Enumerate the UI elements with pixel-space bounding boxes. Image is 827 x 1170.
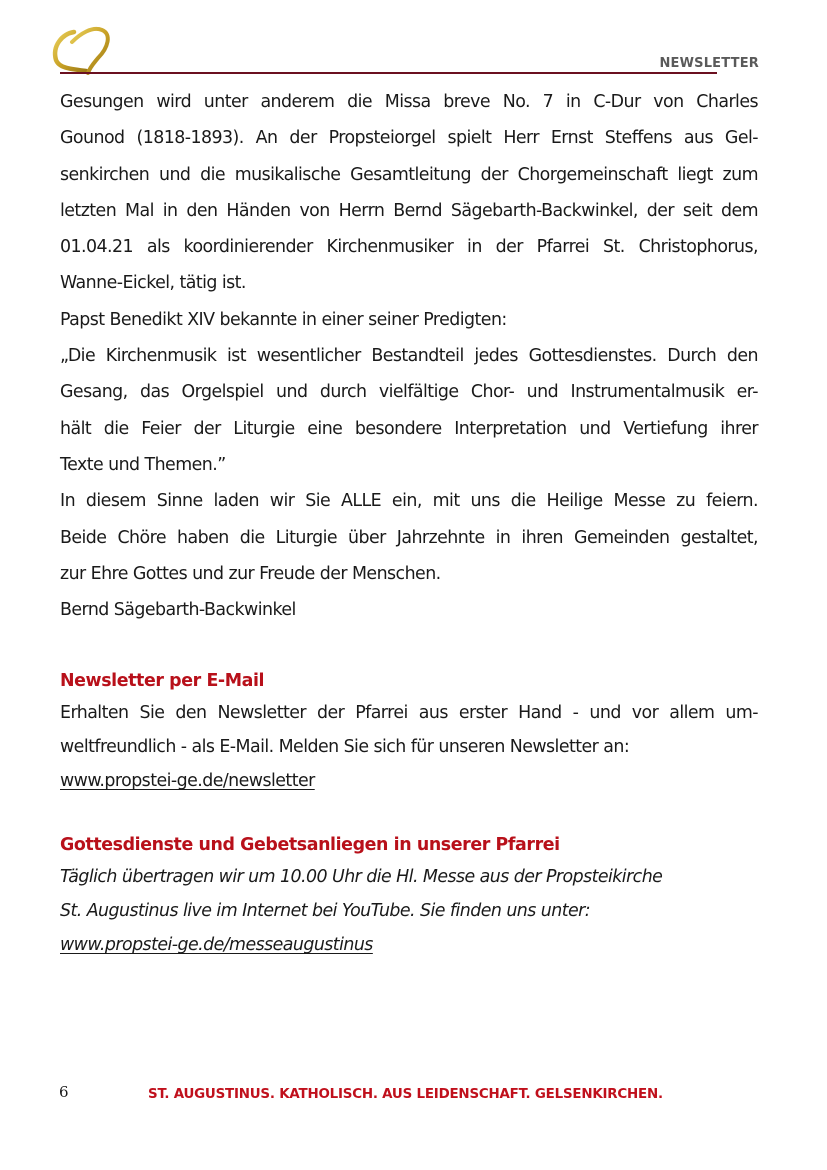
header-rule [60, 72, 717, 74]
text-line: Gounod (1818-1893). An der Propsteiorgel spielt Herr Ernst Steffens aus Gel- [60, 128, 758, 149]
article-paragraph-4 [60, 483, 758, 592]
page-number: 6 [59, 1083, 69, 1101]
section-heading: Gottesdienste und Gebetsanliegen in unserer Pfarrei [60, 835, 560, 856]
article-paragraph-2 [60, 302, 758, 338]
text-line: Täglich übertragen wir um 10.00 Uhr die Hl. Messe aus der Propsteikirche [60, 867, 663, 888]
text-line: letzten Mal in den Händen von Herrn Bernd Sägebarth-Backwinkel, der seit dem [60, 200, 758, 221]
page-content [60, 84, 758, 962]
text-line: In diesem Sinne laden wir Sie ALLE ein, mit uns die Heilige Messe zu feiern. [60, 491, 758, 512]
text-line: Erhalten Sie den Newsletter der Pfarrei aus erster Hand - und vor allem um- [60, 703, 758, 724]
newsletter-link[interactable]: www.propstei-ge.de/newsletter [60, 771, 315, 792]
text-line: Beide Chöre haben die Liturgie über Jahrzehnte in ihren Gemeinden gestaltet, [60, 527, 758, 548]
text-line: Texte und Themen.” [60, 454, 226, 475]
text-line: Wanne-Eickel, tätig ist. [60, 273, 246, 294]
author-signature: Bernd Sägebarth-Backwinkel [60, 600, 296, 621]
quote-paragraph [60, 338, 758, 483]
text-line: zur Ehre Gottes und zur Freude der Menschen. [60, 563, 441, 584]
text-line: Papst Benedikt XIV bekannte in einer seiner Predigten: [60, 309, 507, 330]
text-line: „Die Kirchenmusik ist wesentlicher Bestandteil jedes Gottesdienstes. Durch den [60, 346, 758, 367]
text-line: Gesungen wird unter anderem die Missa breve No. 7 in C-Dur von Charles [60, 92, 758, 112]
text-line: weltfreundlich - als E-Mail. Melden Sie sich für unseren Newsletter an: [60, 737, 630, 758]
section-heading: Newsletter per E-Mail [60, 671, 265, 692]
section-label: NEWSLETTER [659, 56, 759, 71]
text-line: 01.04.21 als koordinierender Kirchenmusiker in der Pfarrei St. Christophorus, [60, 237, 758, 258]
footer-slogan: ST. AUGUSTINUS. KATHOLISCH. AUS LEIDENSCHAFT. GELSENKIRCHEN. [148, 1087, 663, 1102]
text-line: St. Augustinus live im Internet bei YouTube. Sie finden uns unter: [60, 901, 591, 922]
text-line: hält die Feier der Liturgie eine besondere Interpretation und Vertiefung ihrer [60, 418, 758, 439]
services-section [60, 830, 758, 962]
article-paragraph-1 [60, 84, 758, 302]
gold-heart-icon [50, 24, 114, 76]
livestream-link[interactable]: www.propstei-ge.de/messeaugustinus [60, 935, 373, 956]
text-line: Gesang, das Orgelspiel und durch vielfältige Chor- und Instrumentalmusik er- [60, 382, 758, 403]
newsletter-section [60, 666, 758, 798]
text-line: senkirchen und die musikalische Gesamtleitung der Chorgemeinschaft liegt zum [60, 164, 758, 185]
